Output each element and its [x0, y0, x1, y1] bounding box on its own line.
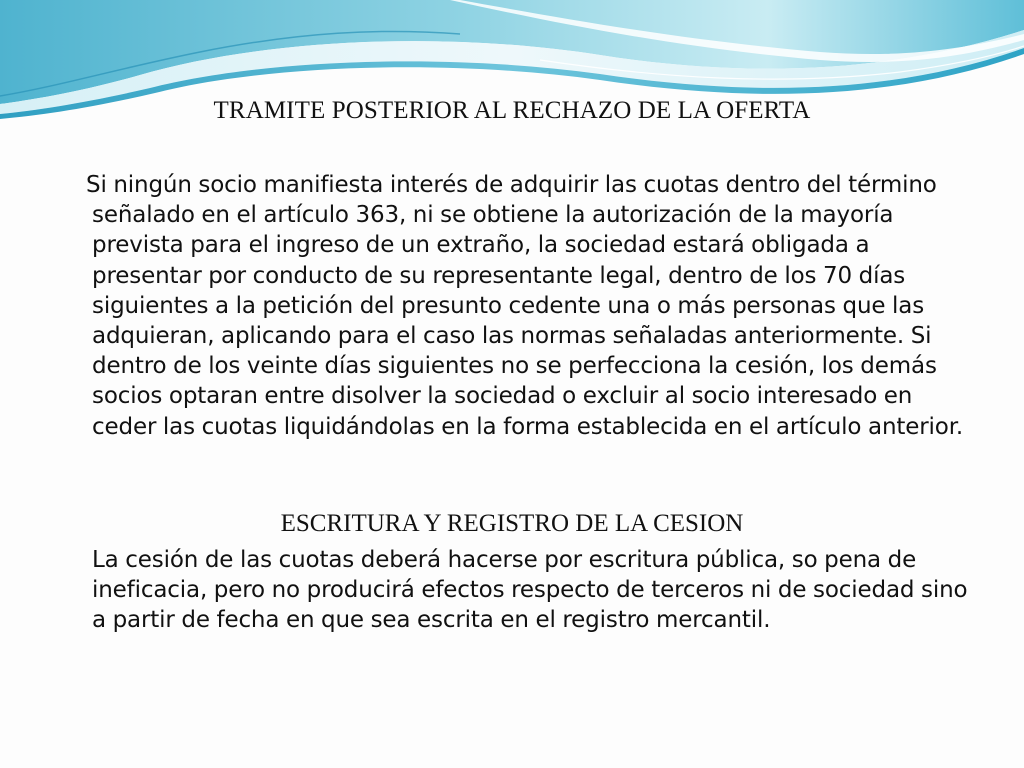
section-subtitle: ESCRITURA Y REGISTRO DE LA CESION [280, 510, 744, 537]
paragraph-cesion: La cesión de las cuotas deberá hacerse por escritura pública, so pena de ineficacia, pero no producirá efectos respecto de terceros ni de sociedad sino a partir de fecha en que sea escrita en el registro mercantil. [92, 547, 968, 634]
slide-title: TRAMITE POSTERIOR AL RECHAZO DE LA OFERTA [213, 97, 811, 124]
paragraph-oferta: Si ningún socio manifiesta interés de adquirir las cuotas dentro del término señalado en el artículo 363, ni se obtiene la autorización de la mayoría prevista para el ingreso de un extraño, la sociedad estará obligada a presentar por conducto de su representante legal, dentro de los 70 días siguientes a la petición del presunto cedente una o más personas que las adquieran, aplicando para el caso las normas señaladas anteriormente. Si dentro de los veinte días siguientes no se perfecciona la cesión, los demás socios optaran entre disolver la sociedad o excluir al socio interesado en ceder las cuotas liquidándolas en la forma establecida en el artículo anterior. [86, 172, 964, 440]
